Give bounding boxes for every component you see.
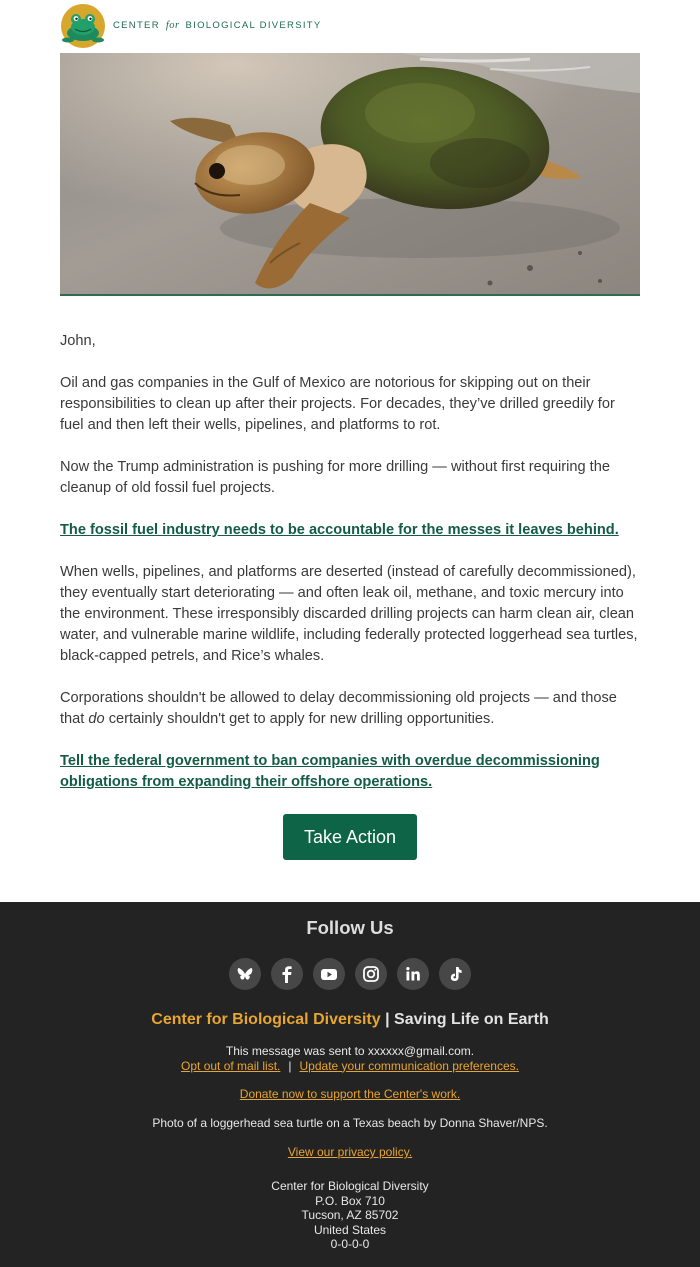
paragraph-4 bbox=[60, 688, 640, 730]
sea-turtle-photo-icon bbox=[60, 53, 640, 296]
donate-block bbox=[0, 1087, 700, 1102]
opt-out-link[interactable]: Opt out of mail list. bbox=[181, 1058, 281, 1073]
youtube-icon[interactable] bbox=[313, 958, 345, 990]
address-phone: 0-0-0-0 bbox=[330, 1237, 370, 1251]
paragraph-4-start: Corporations shouldn't be allowed to delay decommissioning old projects — and those that bbox=[60, 690, 617, 727]
paragraph-4-emphasis: do bbox=[88, 711, 105, 727]
tiktok-icon[interactable] bbox=[439, 958, 471, 990]
sent-to-text: This message was sent to xxxxxx@gmail.com. bbox=[225, 1044, 475, 1058]
footer-slogan: | Saving Life on Earth bbox=[385, 1011, 549, 1028]
facebook-icon[interactable] bbox=[271, 958, 303, 990]
brand-name-part2: BIOLOGICAL DIVERSITY bbox=[185, 20, 322, 31]
address-org: Center for Biological Diversity bbox=[271, 1179, 429, 1193]
instagram-icon[interactable] bbox=[355, 958, 387, 990]
privacy-policy-link[interactable]: View our privacy policy. bbox=[287, 1145, 413, 1159]
link-separator: | bbox=[288, 1058, 292, 1073]
bluesky-icon[interactable] bbox=[229, 958, 261, 990]
greeting: John, bbox=[60, 333, 96, 349]
email-body bbox=[60, 331, 640, 814]
follow-us-heading: Follow Us bbox=[306, 917, 394, 938]
brand-name-for: for bbox=[165, 20, 180, 31]
social-links bbox=[229, 958, 479, 990]
address-line-1: P.O. Box 710 bbox=[315, 1193, 385, 1208]
take-action-button[interactable]: Take Action bbox=[283, 814, 417, 860]
paragraph-1: Oil and gas companies in the Gulf of Mexico are notorious for skipping out on their responsibilities to clean up after their projects. For decades, they’ve drilled greedily for fuel and then left their wells, pipelines, and platforms to rot. bbox=[60, 375, 615, 433]
address-line-2: Tucson, AZ 85702 bbox=[301, 1208, 399, 1222]
privacy-block bbox=[0, 1145, 700, 1160]
hero-image bbox=[60, 53, 640, 296]
photo-credit: Photo of a loggerhead sea turtle on a Texas beach by Donna Shaver/NPS. bbox=[152, 1116, 548, 1130]
footer-org-name[interactable]: Center for Biological Diversity bbox=[151, 1011, 381, 1028]
address-country: United States bbox=[313, 1222, 387, 1237]
mailing-address bbox=[0, 1179, 700, 1252]
paragraph-4-end: certainly shouldn't get to apply for new drilling opportunities. bbox=[108, 711, 495, 727]
paragraph-2: Now the Trump administration is pushing for more drilling — without first requiring the cleanup of old fossil fuel projects. bbox=[60, 459, 610, 496]
email-header bbox=[0, 0, 700, 53]
frog-logo-icon[interactable] bbox=[60, 4, 106, 48]
paragraph-3: When wells, pipelines, and platforms are deserted (instead of carefully decommissioned), they eventually start deteriorating — and often leak oil, methane, and toxic mercury into the environment. These irresponsibly discarded drilling projects can harm clean air, clean water, and vulnerable marine wildlife, including federally protected loggerhead sea turtles, black-capped petrels, and Rice’s whales. bbox=[60, 564, 638, 664]
brand-name-part1: CENTER bbox=[113, 20, 160, 31]
accountability-link[interactable]: The fossil fuel industry needs to be accountable for the messes it leaves behind. bbox=[60, 522, 619, 538]
brand-wordmark[interactable] bbox=[113, 20, 322, 31]
cta-container bbox=[0, 814, 700, 860]
email-footer bbox=[0, 902, 700, 1267]
update-preferences-link[interactable]: Update your communication preferences. bbox=[299, 1058, 519, 1073]
sent-to-block bbox=[0, 1044, 700, 1073]
footer-tagline bbox=[0, 1011, 700, 1029]
petition-link[interactable]: Tell the federal government to ban companies with overdue decommissioning obligations from expanding their offshore operations. bbox=[60, 753, 600, 790]
donate-link[interactable]: Donate now to support the Center's work. bbox=[239, 1087, 461, 1101]
linkedin-icon[interactable] bbox=[397, 958, 429, 990]
